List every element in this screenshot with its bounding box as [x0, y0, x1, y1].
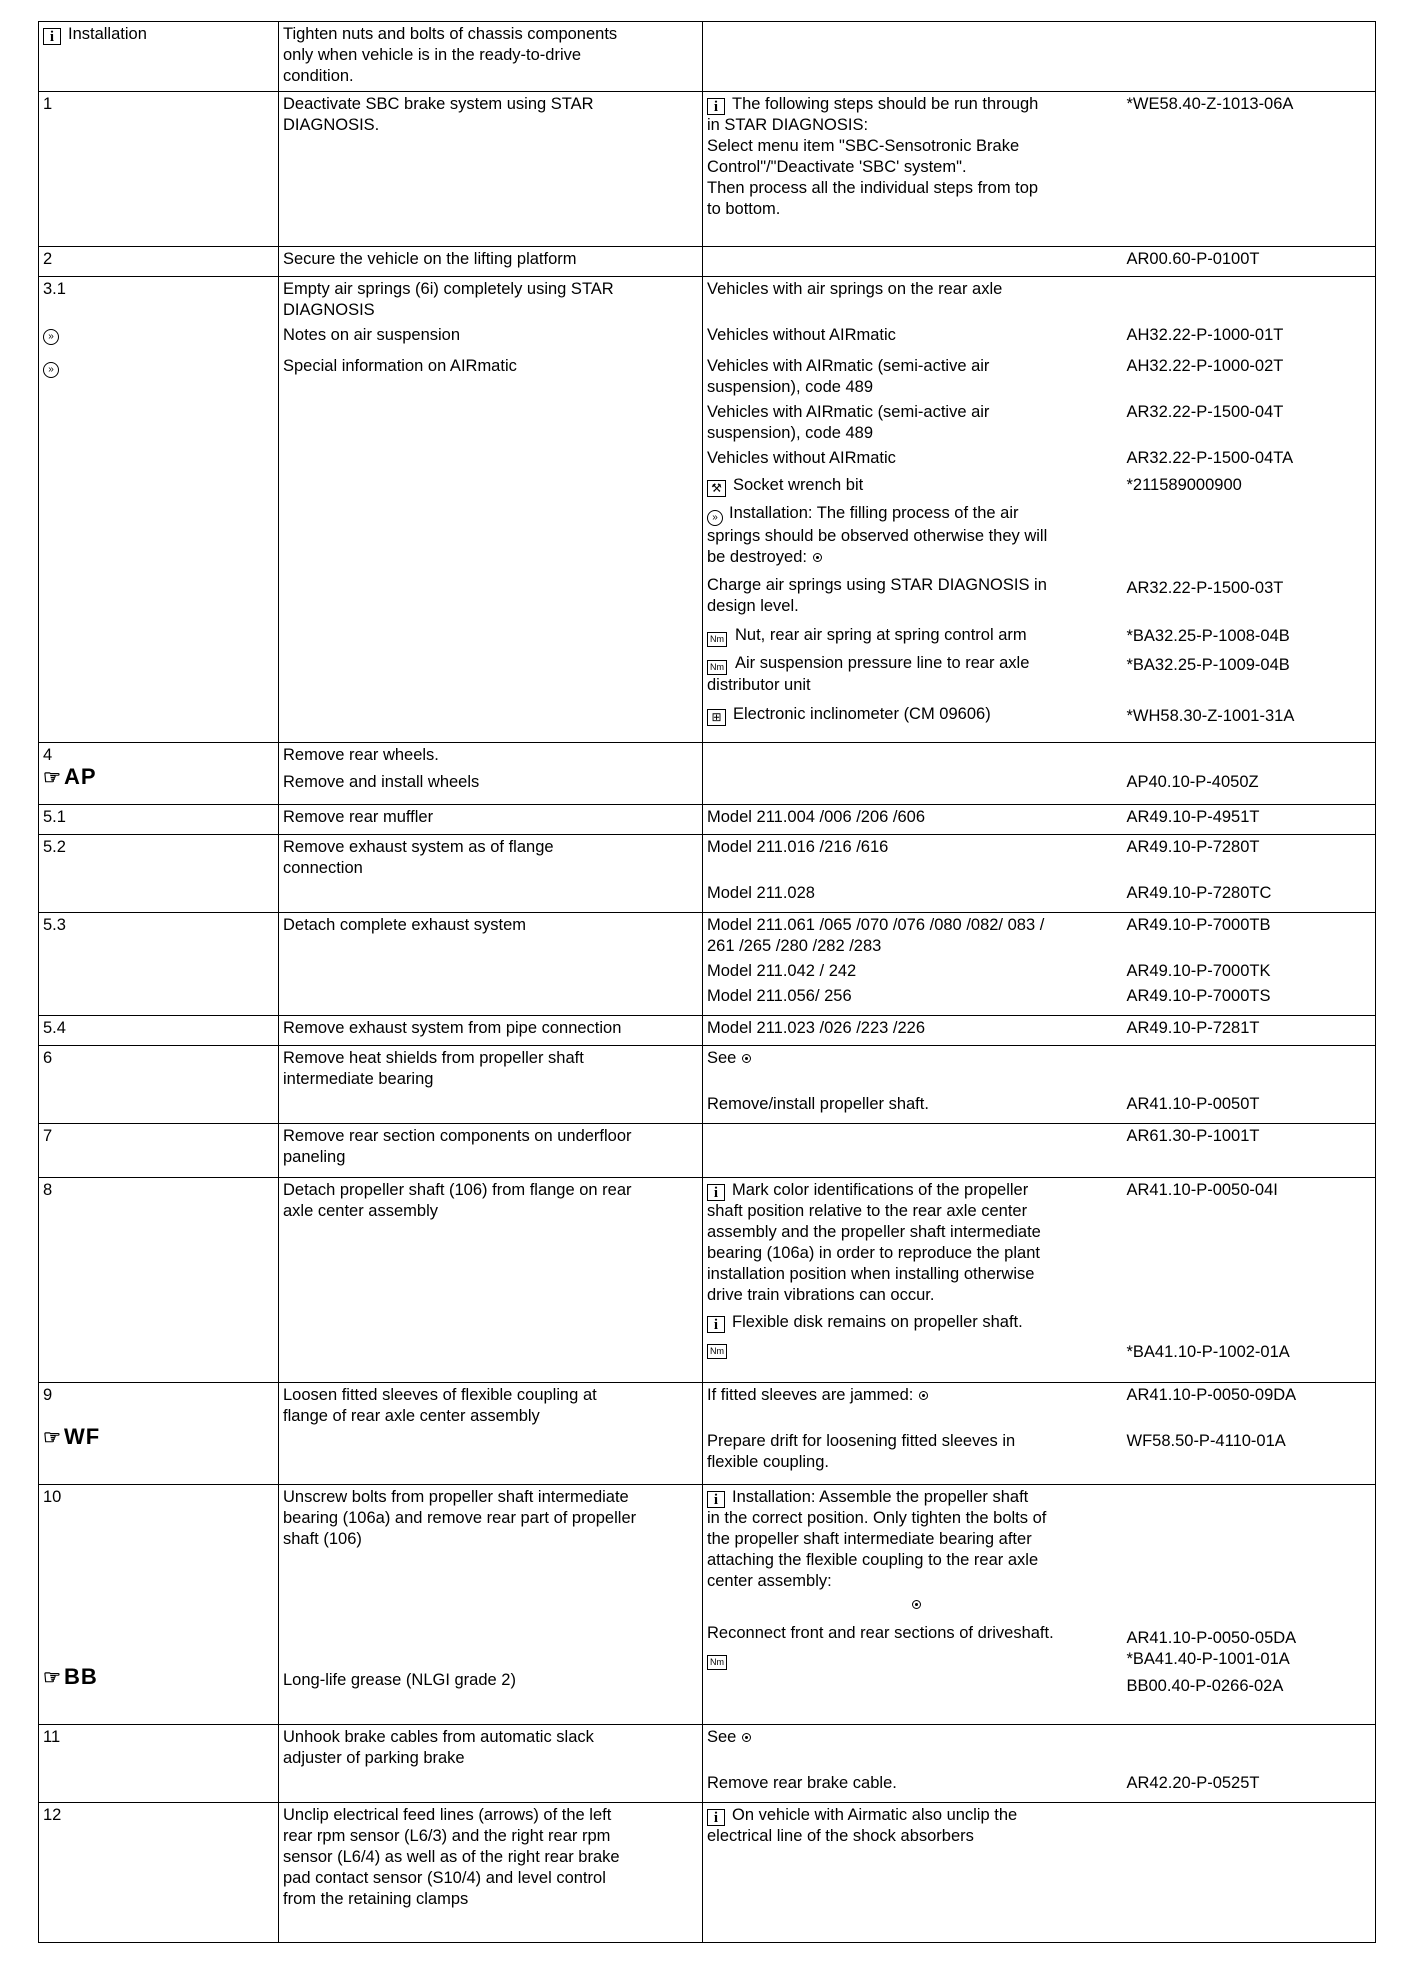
reference-cell: AR49.10-P-7280T AR49.10-P-7280TC	[1123, 835, 1376, 913]
reference-cell	[1123, 22, 1376, 92]
hand-pointer-icon: ☞	[43, 1427, 62, 1449]
reference-cell: AR49.10-P-7000TB AR49.10-P-7000TK AR49.10-P-7000TS	[1123, 913, 1376, 1016]
torque-nm-icon: Nm	[707, 1655, 727, 1670]
table-row	[39, 1725, 1376, 1803]
torque-nm-icon: Nm	[707, 660, 727, 675]
note-cell: If fitted sleeves are jammed: Prepare drift for loosening fitted sleeves in flexible coupling.	[703, 1383, 1123, 1485]
instruction-cell: Remove heat shields from propeller shaft intermediate bearing	[279, 1046, 703, 1124]
reference-cell: AR61.30-P-1001T	[1123, 1124, 1376, 1178]
instruction-cell: Tighten nuts and bolts of chassis components only when vehicle is in the ready-to-drive condition.	[279, 22, 703, 92]
hand-pointer-link[interactable]: ☞WF	[43, 1424, 101, 1449]
hand-pointer-icon: ☞	[43, 767, 62, 789]
reference-cell: AP40.10-P-4050Z	[1123, 743, 1376, 805]
step-cell: 11	[39, 1725, 279, 1803]
hand-pointer-icon: ☞	[43, 1667, 62, 1689]
step-cell: 10 ☞BB	[39, 1485, 279, 1725]
note-cell: i The following steps should be run through in STAR DIAGNOSIS: Select menu item "SBC-Sensotronic Brake Control"/"Deactivate 'SBC' system". Then process all the individual steps from top to bottom.	[703, 92, 1123, 247]
inclinometer-tool-icon: ⊞	[707, 709, 726, 726]
note-cell: See Remove/install propeller shaft.	[703, 1046, 1123, 1124]
table-row	[39, 743, 1376, 805]
note-cell: i On vehicle with Airmatic also unclip the electrical line of the shock absorbers	[703, 1803, 1123, 1943]
torque-nm-icon: Nm	[707, 1344, 727, 1359]
instruction-cell: Empty air springs (6i) completely using STAR DIAGNOSIS Notes on air suspension Special information on AIRmatic	[279, 277, 703, 743]
note-cell: Model 211.016 /216 /616 Model 211.028	[703, 835, 1123, 913]
step-cell: 5.3	[39, 913, 279, 1016]
reference-link-icon[interactable]	[742, 1733, 751, 1742]
repair-procedure-table	[38, 21, 1375, 1943]
instruction-cell: Detach complete exhaust system	[279, 913, 703, 1016]
note-cell	[703, 22, 1123, 92]
hand-pointer-link[interactable]: ☞BB	[43, 1664, 98, 1689]
table-row	[39, 277, 1376, 743]
table-row	[39, 1178, 1376, 1383]
instruction-cell: Unhook brake cables from automatic slack adjuster of parking brake	[279, 1725, 703, 1803]
socket-wrench-icon: ⚒	[707, 480, 726, 497]
torque-nm-icon: Nm	[707, 632, 727, 647]
reference-link-icon[interactable]	[742, 1054, 751, 1063]
reference-cell	[1123, 1803, 1376, 1943]
table-row	[39, 1485, 1376, 1725]
reference-cell: AH32.22-P-1000-01T AH32.22-P-1000-02T AR32.22-P-1500-04T AR32.22-P-1500-04TA *211589000900 AR32.22-P-1500-03T *BA32.25-P-1008-04B *BA32.25-P-1009-04B *WH58.30-Z-1001-31A	[1123, 277, 1376, 743]
instruction-cell: Deactivate SBC brake system using STAR DIAGNOSIS.	[279, 92, 703, 247]
note-cell	[703, 743, 1123, 805]
note-cell: Model 211.061 /065 /070 /076 /080 /082/ 083 / 261 /265 /280 /282 /283 Model 211.042 / 242 Model 211.056/ 256	[703, 913, 1123, 1016]
step-cell: 4 ☞AP	[39, 743, 279, 805]
info-icon: i	[707, 1809, 725, 1826]
table-row	[39, 1016, 1376, 1046]
info-icon: i	[707, 1184, 725, 1201]
reference-link-icon[interactable]	[912, 1600, 921, 1609]
reference-cell: AR49.10-P-7281T	[1123, 1016, 1376, 1046]
reference-cell: AR41.10-P-0050-09DA WF58.50-P-4110-01A	[1123, 1383, 1376, 1485]
step-cell: 7	[39, 1124, 279, 1178]
step-cell: i Installation	[39, 22, 279, 92]
table-row	[39, 92, 1376, 247]
step-cell: 6	[39, 1046, 279, 1124]
instruction-cell: Unclip electrical feed lines (arrows) of the left rear rpm sensor (L6/3) and the right rear rpm sensor (L6/4) as well as of the right rear brake pad contact sensor (S10/4) and level control from the retaining clamps	[279, 1803, 703, 1943]
table-row	[39, 1046, 1376, 1124]
note-cell: i Mark color identifications of the propeller shaft position relative to the rear axle center assembly and the propeller shaft intermediate bearing (106a) in order to reproduce the plant installation position when installing otherwise drive train vibrations can occur. i Flexible disk remains on propeller shaft. Nm	[703, 1178, 1123, 1383]
table-row	[39, 247, 1376, 277]
circle-arrow-icon: »	[43, 329, 59, 345]
reference-cell: AR41.10-P-0050-05DA *BA41.40-P-1001-01A BB00.40-P-0266-02A	[1123, 1485, 1376, 1725]
step-cell: 8	[39, 1178, 279, 1383]
info-icon: i	[43, 28, 61, 45]
table-row	[39, 835, 1376, 913]
reference-cell: AR42.20-P-0525T	[1123, 1725, 1376, 1803]
step-cell: 5.1	[39, 805, 279, 835]
info-icon: i	[707, 98, 725, 115]
instruction-cell: Unscrew bolts from propeller shaft intermediate bearing (106a) and remove rear part of propeller shaft (106) Long-life grease (NLGI grade 2)	[279, 1485, 703, 1725]
reference-link-icon[interactable]	[919, 1391, 928, 1400]
step-cell: 2	[39, 247, 279, 277]
note-cell	[703, 247, 1123, 277]
reference-cell: AR41.10-P-0050-04I *BA41.10-P-1002-01A	[1123, 1178, 1376, 1383]
circle-arrow-icon: »	[707, 510, 723, 526]
hand-pointer-link[interactable]: ☞AP	[43, 764, 97, 789]
table-row	[39, 22, 1376, 92]
step-cell: 1	[39, 92, 279, 247]
instruction-cell: Remove exhaust system as of flange connection	[279, 835, 703, 913]
instruction-cell: Remove exhaust system from pipe connection	[279, 1016, 703, 1046]
reference-cell: AR00.60-P-0100T	[1123, 247, 1376, 277]
note-cell: Model 211.004 /006 /206 /606	[703, 805, 1123, 835]
reference-cell: AR41.10-P-0050T	[1123, 1046, 1376, 1124]
note-cell	[703, 1124, 1123, 1178]
instruction-cell: Detach propeller shaft (106) from flange on rear axle center assembly	[279, 1178, 703, 1383]
instruction-cell: Remove rear section components on underfloor paneling	[279, 1124, 703, 1178]
info-icon: i	[707, 1491, 725, 1508]
table-row	[39, 913, 1376, 1016]
reference-cell: AR49.10-P-4951T	[1123, 805, 1376, 835]
instruction-cell: Remove rear muffler	[279, 805, 703, 835]
instruction-cell: Remove rear wheels. Remove and install wheels	[279, 743, 703, 805]
step-cell: 3.1 » »	[39, 277, 279, 743]
circle-arrow-icon: »	[43, 362, 59, 378]
reference-cell: *WE58.40-Z-1013-06A	[1123, 92, 1376, 247]
reference-link-icon[interactable]	[813, 553, 822, 562]
info-icon: i	[707, 1316, 725, 1333]
note-cell: Vehicles with air springs on the rear axle Vehicles without AIRmatic Vehicles with AIRmatic (semi-active air suspension), code 489 Vehicles with AIRmatic (semi-active air suspension), code 489 Vehicles without AIRmatic ⚒ Socket wrench bit » Installation: The filling process of the air springs should be observed otherwise they will be destroyed: Charge air springs using STAR DIAGNOSIS in design level. Nm Nut, rear air spring at spring control arm Nm Air suspension pressure line to rear axle distributor unit ⊞ Electronic inclinometer (CM 09606)	[703, 277, 1123, 743]
instruction-cell: Secure the vehicle on the lifting platform	[279, 247, 703, 277]
step-cell: 5.2	[39, 835, 279, 913]
instruction-cell: Loosen fitted sleeves of flexible coupling at flange of rear axle center assembly	[279, 1383, 703, 1485]
table-row	[39, 805, 1376, 835]
step-cell: 12	[39, 1803, 279, 1943]
note-cell: Model 211.023 /026 /223 /226	[703, 1016, 1123, 1046]
step-cell: 5.4	[39, 1016, 279, 1046]
table-row	[39, 1383, 1376, 1485]
table-row	[39, 1803, 1376, 1943]
note-cell: i Installation: Assemble the propeller shaft in the correct position. Only tighten the bolts of the propeller shaft intermediate bearing after attaching the flexible coupling to the rear axle center assembly: Reconnect front and rear sections of driveshaft. Nm	[703, 1485, 1123, 1725]
table-row	[39, 1124, 1376, 1178]
note-cell: See Remove rear brake cable.	[703, 1725, 1123, 1803]
step-cell: 9 ☞WF	[39, 1383, 279, 1485]
